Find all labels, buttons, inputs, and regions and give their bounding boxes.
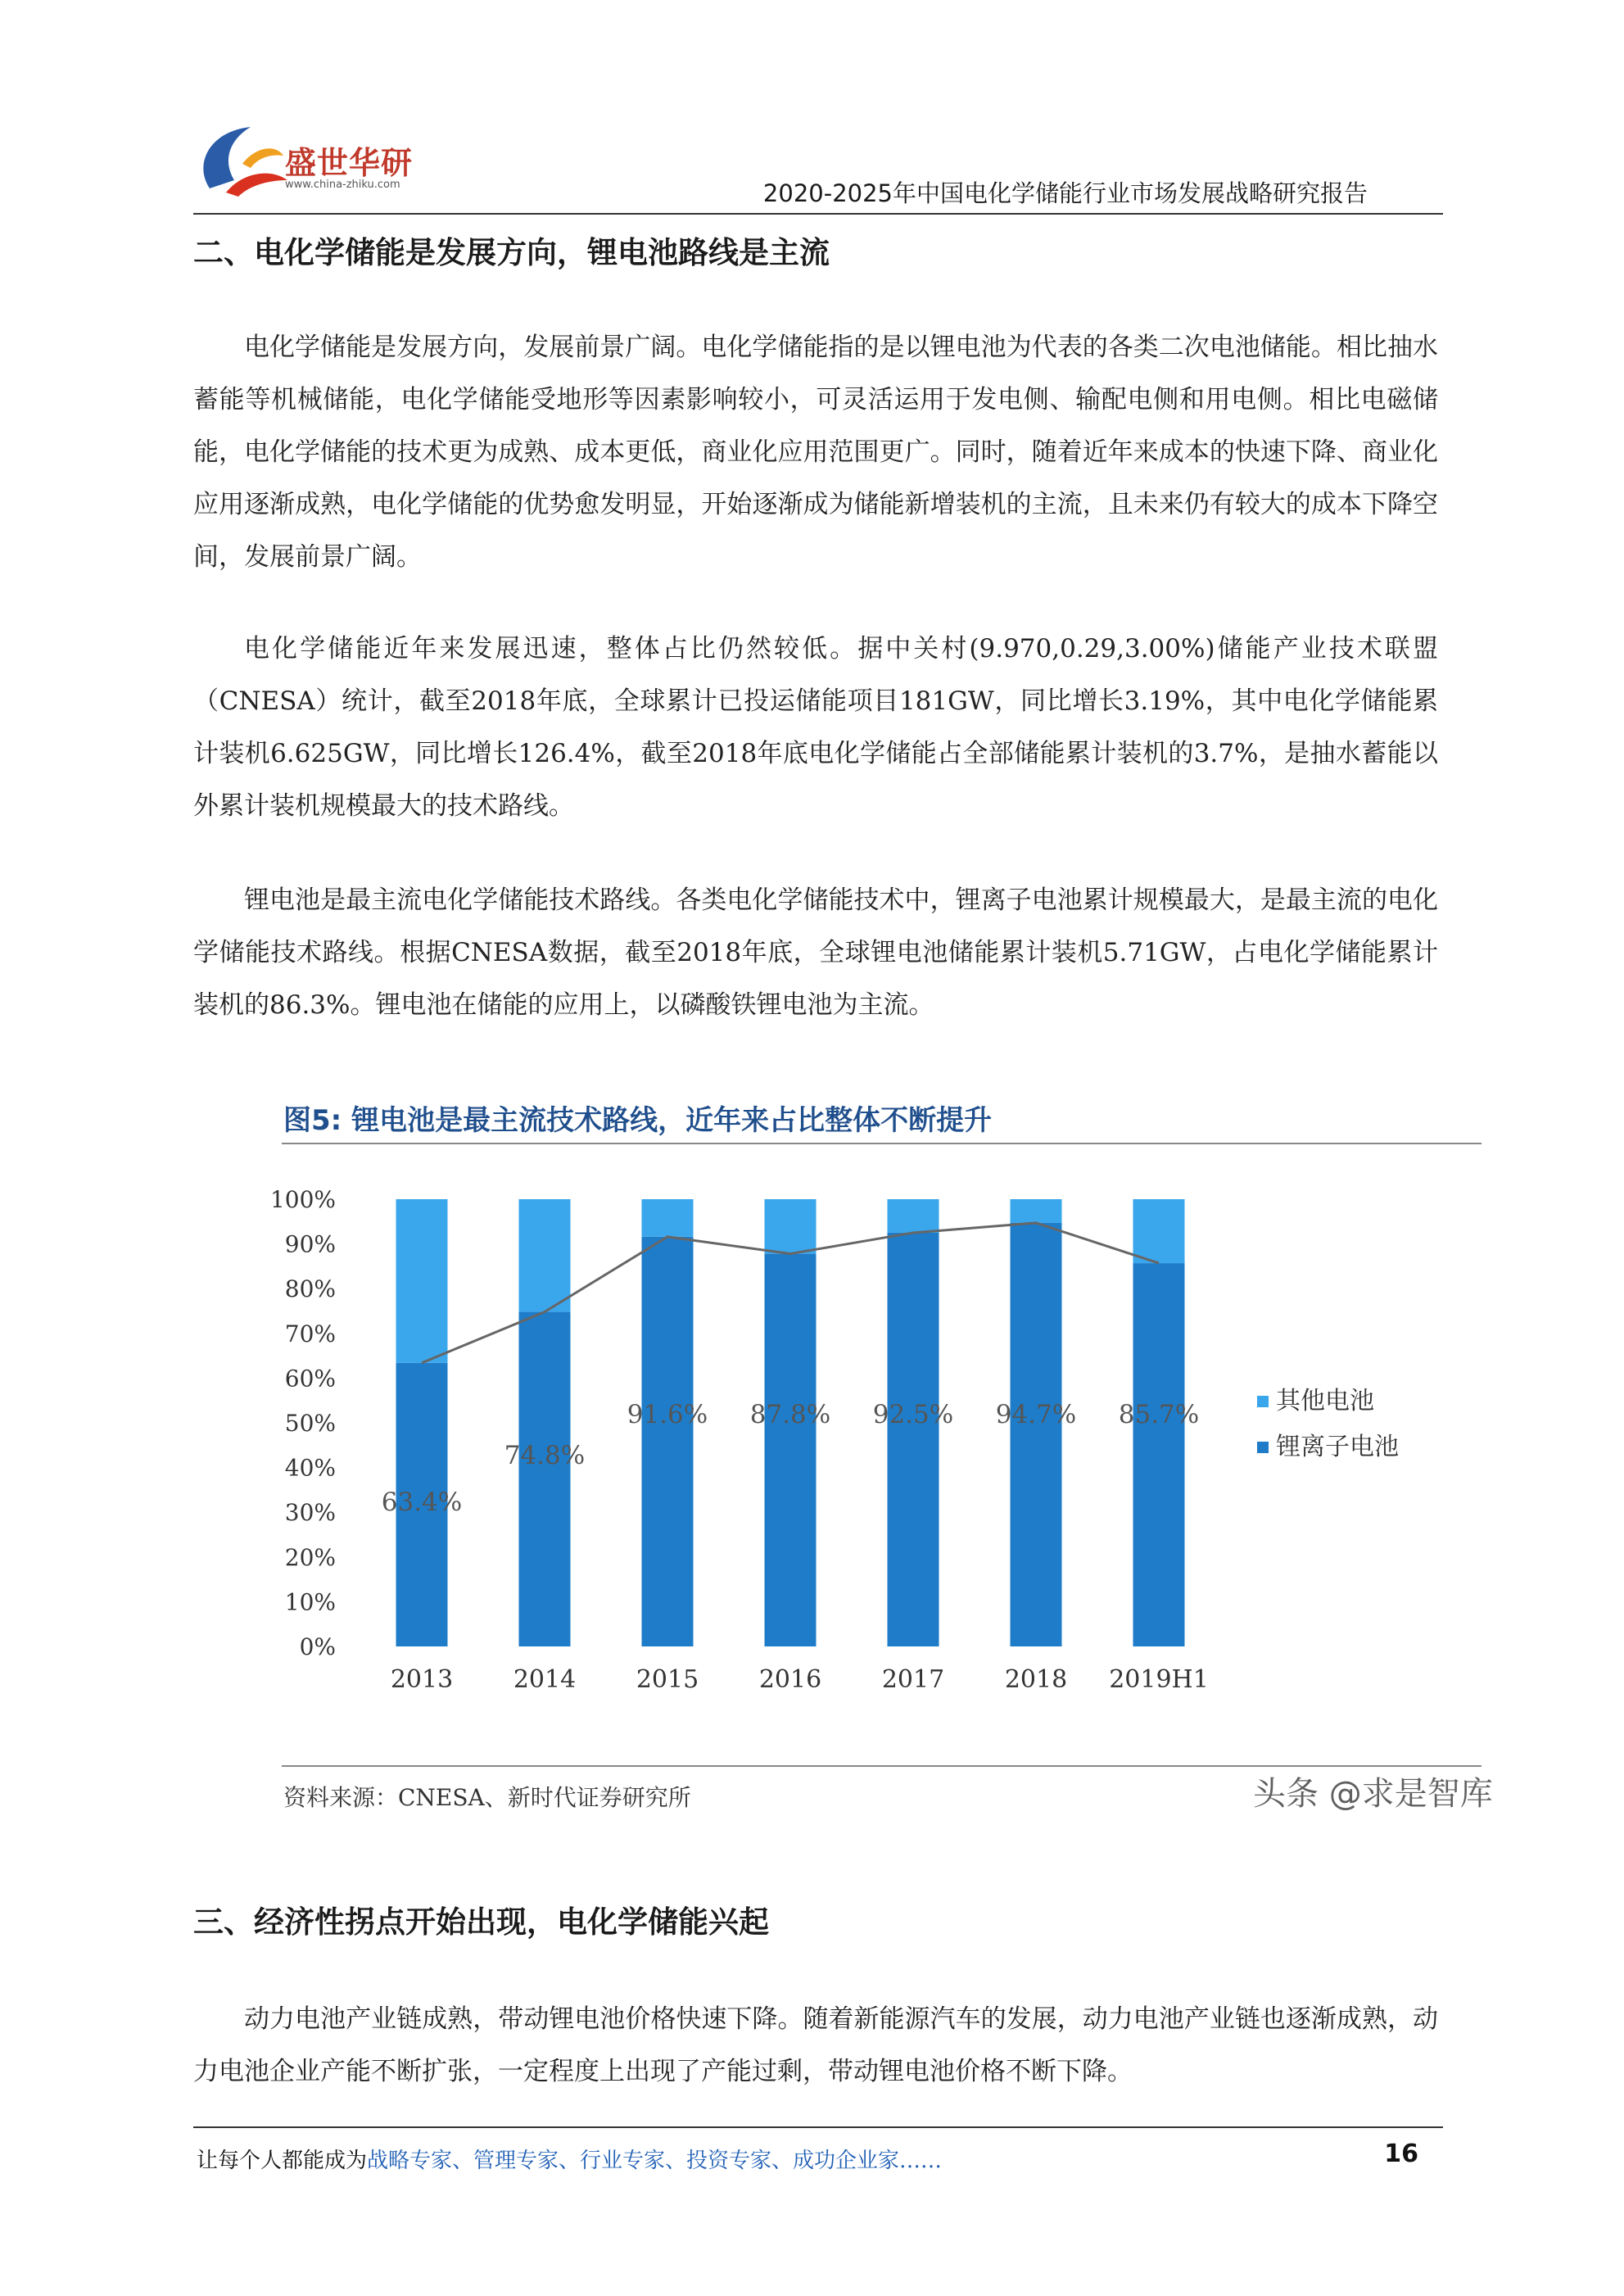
figure-source-rule xyxy=(282,1765,1482,1767)
bar-other xyxy=(642,1199,694,1237)
report-title: 2020-2025年中国电化学储能行业市场发展战略研究报告 xyxy=(762,179,1368,207)
footer-slogan xyxy=(197,2144,942,2174)
figure-title: 图5: 锂电池是最主流技术路线，近年来占比整体不断提升 xyxy=(283,1104,993,1137)
bar-lithium xyxy=(888,1233,939,1646)
bar-lithium xyxy=(519,1312,571,1646)
figure-source: 资料来源：CNESA、新时代证券研究所 xyxy=(283,1784,691,1811)
stacked-bar-chart xyxy=(269,1163,1482,1720)
logo-url: www.china-zhiku.com xyxy=(285,179,400,191)
y-tick-label: 10% xyxy=(284,1588,336,1616)
data-label: 85.7% xyxy=(1118,1400,1200,1429)
y-tick-label: 60% xyxy=(284,1365,336,1393)
bar-lithium xyxy=(1133,1263,1185,1646)
data-label: 94.7% xyxy=(995,1400,1077,1429)
page-number: 16 xyxy=(1384,2140,1418,2168)
x-tick-label: 2014 xyxy=(513,1665,577,1694)
y-tick-label: 90% xyxy=(284,1230,336,1258)
legend-label: 其他电池 xyxy=(1276,1387,1374,1415)
watermark: 头条 @求是智库 xyxy=(1253,1775,1493,1813)
bar-lithium xyxy=(765,1254,817,1646)
bar-other xyxy=(1133,1199,1185,1263)
bar-lithium xyxy=(642,1237,694,1646)
data-label: 92.5% xyxy=(872,1400,954,1429)
figure-title-rule xyxy=(282,1143,1482,1144)
logo-name: 盛世华研 xyxy=(285,145,414,181)
x-tick-label: 2013 xyxy=(390,1665,454,1694)
y-tick-label: 100% xyxy=(269,1186,336,1213)
data-label: 91.6% xyxy=(627,1400,708,1429)
bar-other xyxy=(888,1199,939,1233)
y-tick-label: 40% xyxy=(284,1454,336,1482)
bar-other xyxy=(396,1199,448,1363)
bar-other xyxy=(765,1199,817,1254)
legend-label: 锂离子电池 xyxy=(1276,1433,1399,1461)
x-tick-label: 2016 xyxy=(758,1665,822,1694)
y-tick-label: 70% xyxy=(284,1320,336,1347)
footer-divider xyxy=(193,2126,1443,2128)
bar-other xyxy=(519,1199,571,1312)
y-tick-label: 30% xyxy=(284,1499,336,1527)
data-label: 63.4% xyxy=(381,1488,463,1518)
data-label: 87.8% xyxy=(749,1400,831,1429)
legend-swatch xyxy=(1257,1442,1269,1453)
y-tick-label: 0% xyxy=(299,1633,336,1660)
x-tick-label: 2017 xyxy=(881,1665,945,1694)
paragraph: 电化学储能是发展方向，发展前景广阔。电化学储能指的是以锂电池为代表的各类二次电池储能。相比抽水蓄能等机械储能，电化学储能受地形等因素影响较小，可灵活运用于发电侧、输配电侧和用电侧。相比电磁储能，电化学储能的技术更为成熟、成本更低，商业化应用范围更广。同时，随着近年来成本的快速下降、商业化应用逐渐成熟，电化学储能的优势愈发明显，开始逐渐成为储能新增装机的主流，且未来仍有较大的成本下降空间，发展前景广阔。 xyxy=(193,333,1438,572)
bar-other xyxy=(1011,1199,1062,1223)
bar-lithium xyxy=(1011,1223,1062,1646)
section-heading-2: 二、电化学储能是发展方向，锂电池路线是主流 xyxy=(193,235,830,270)
data-label: 74.8% xyxy=(504,1441,586,1471)
paragraph: 电化学储能近年来发展迅速，整体占比仍然较低。据中关村(9.970,0.29,3.00%)储能产业技术联盟（CNESA）统计，截至2018年底，全球累计已投运储能项目181GW，同比增长3.19%，其中电化学储能累计装机6.625GW，同比增长126.4%，截至2018年底电化学储能占全部储能累计装机的3.7%，是抽水蓄能以外累计装机规模最大的技术路线。 xyxy=(193,634,1438,821)
x-tick-label: 2018 xyxy=(1004,1665,1068,1694)
x-tick-label: 2019H1 xyxy=(1109,1665,1209,1694)
y-tick-label: 50% xyxy=(284,1410,336,1437)
paragraph: 锂电池是最主流电化学储能技术路线。各类电化学储能技术中，锂离子电池累计规模最大，是最主流的电化学储能技术路线。根据CNESA数据，截至2018年底，全球锂电池储能累计装机5.71GW，占电化学储能累计装机的86.3%。锂电池在储能的应用上，以磷酸铁锂电池为主流。 xyxy=(193,885,1438,1020)
header-divider xyxy=(193,213,1443,215)
y-tick-label: 80% xyxy=(284,1275,336,1303)
x-tick-label: 2015 xyxy=(636,1665,699,1694)
section-heading-3: 三、经济性拐点开始出现，电化学储能兴起 xyxy=(193,1904,769,1940)
footer-slogan-lead: 让每个人都能成为 xyxy=(197,2149,368,2173)
legend-swatch xyxy=(1257,1396,1269,1407)
paragraph: 动力电池产业链成熟，带动锂电池价格快速下降。随着新能源汽车的发展，动力电池产业链也逐渐成熟，动力电池企业产能不断扩张，一定程度上出现了产能过剩，带动锂电池价格不断下降。 xyxy=(193,2004,1438,2086)
y-tick-label: 20% xyxy=(284,1543,336,1571)
footer-slogan-roles: 战略专家、管理专家、行业专家、投资专家、成功企业家…… xyxy=(367,2149,943,2173)
